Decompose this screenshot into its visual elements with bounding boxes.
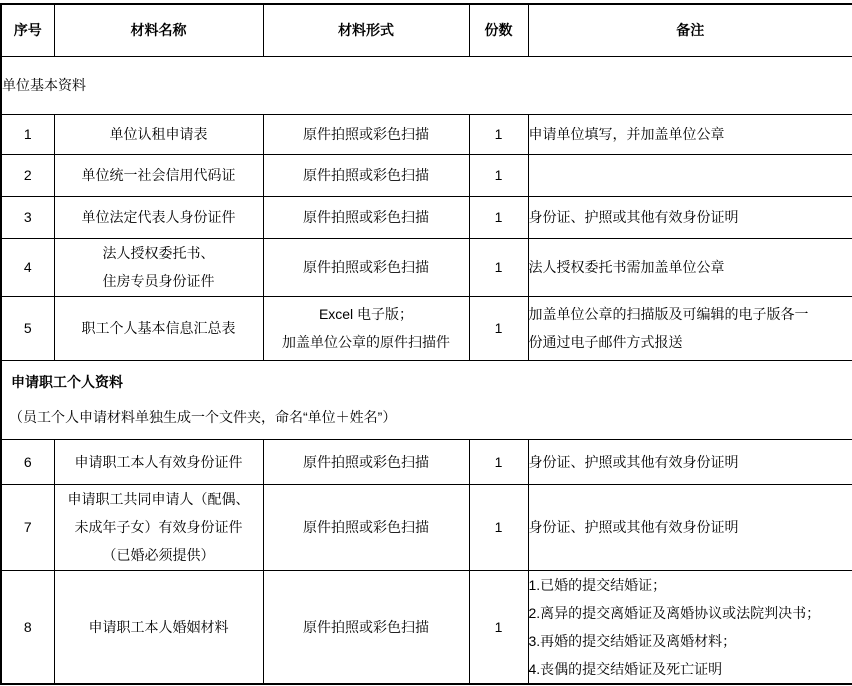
section-note-personal: （员工个人申请材料单独生成一个文件夹，命名“单位＋姓名”） [9,409,397,425]
cell-material-name: 申请职工本人婚姻材料 [54,570,263,684]
table-row [1,570,852,684]
section-title-personal: 申请职工个人资料 [11,374,123,390]
cell-serial: 6 [1,439,54,484]
section-title-unit: 单位基本资料 [1,56,852,114]
cell-material-name [54,238,263,296]
cell-material-name: 单位法定代表人身份证件 [54,196,263,238]
col-header-material-form: 材料形式 [263,4,469,56]
material-name-line: 法人授权委托书、 [102,245,215,261]
cell-serial: 4 [1,238,54,296]
cell-material-form: 原件拍照或彩色扫描 [263,196,469,238]
cell-serial: 1 [1,114,54,154]
col-header-remark: 备注 [528,4,852,56]
cell-remark: 申请单位填写，并加盖单位公章 [528,114,852,154]
cell-remark: 身份证、护照或其他有效身份证明 [528,484,852,570]
materials-requirements-table [0,3,852,685]
cell-serial: 3 [1,196,54,238]
table-header-row [1,4,852,56]
remark-line: 加盖单位公章的扫描版及可编辑的电子版各一 [528,306,809,322]
cell-serial: 8 [1,570,54,684]
cell-material-name [54,484,263,570]
material-form-line: 加盖单位公章的原件扫描件 [282,334,450,350]
cell-copies: 1 [469,439,528,484]
cell-serial: 2 [1,154,54,196]
cell-copies: 1 [469,114,528,154]
cell-material-form: 原件拍照或彩色扫描 [263,238,469,296]
table-row [1,484,852,570]
cell-remark [528,296,852,360]
material-name-line: 申请职工共同申请人（配偶、 [67,491,250,507]
col-header-material-name: 材料名称 [54,4,263,56]
cell-remark: 身份证、护照或其他有效身份证明 [528,439,852,484]
cell-copies: 1 [469,484,528,570]
cell-material-form [263,296,469,360]
section-row-unit [1,56,852,114]
cell-material-name: 申请职工本人有效身份证件 [54,439,263,484]
cell-material-name: 单位认租申请表 [54,114,263,154]
cell-remark: 法人授权委托书需加盖单位公章 [528,238,852,296]
remark-line: 3.再婚的提交结婚证及离婚材料； [528,632,737,649]
cell-serial: 7 [1,484,54,570]
cell-remark [528,570,852,684]
cell-material-form: 原件拍照或彩色扫描 [263,439,469,484]
cell-remark: 身份证、护照或其他有效身份证明 [528,196,852,238]
cell-copies: 1 [469,154,528,196]
remark-line: 份通过电子邮件方式报送 [528,334,683,350]
material-form-line: Excel 电子版； [318,306,414,322]
table-row [1,114,852,154]
cell-material-form: 原件拍照或彩色扫描 [263,154,469,196]
cell-material-name: 单位统一社会信用代码证 [54,154,263,196]
material-name-line: （已婚必须提供） [102,547,215,563]
cell-material-form: 原件拍照或彩色扫描 [263,570,469,684]
remark-line: 4.丧偶的提交结婚证及死亡证明 [528,660,723,677]
table-row [1,154,852,196]
cell-copies: 1 [469,296,528,360]
table-row [1,238,852,296]
material-name-line: 住房专员身份证件 [102,273,215,289]
section-row-personal [1,360,852,439]
cell-copies: 1 [469,196,528,238]
cell-material-form: 原件拍照或彩色扫描 [263,114,469,154]
table-row [1,196,852,238]
table-row [1,296,852,360]
cell-copies: 1 [469,570,528,684]
cell-serial: 5 [1,296,54,360]
cell-copies: 1 [469,238,528,296]
table-row [1,439,852,484]
col-header-serial: 序号 [1,4,54,56]
cell-material-name: 职工个人基本信息汇总表 [54,296,263,360]
remark-line: 1.已婚的提交结婚证； [528,576,667,593]
col-header-copies: 份数 [469,4,528,56]
cell-material-form: 原件拍照或彩色扫描 [263,484,469,570]
cell-remark [528,154,852,196]
material-name-line: 未成年子女）有效身份证件 [74,519,243,535]
section-personal [1,360,852,439]
remark-line: 2.离异的提交离婚证及离婚协议或法院判决书； [528,604,821,621]
